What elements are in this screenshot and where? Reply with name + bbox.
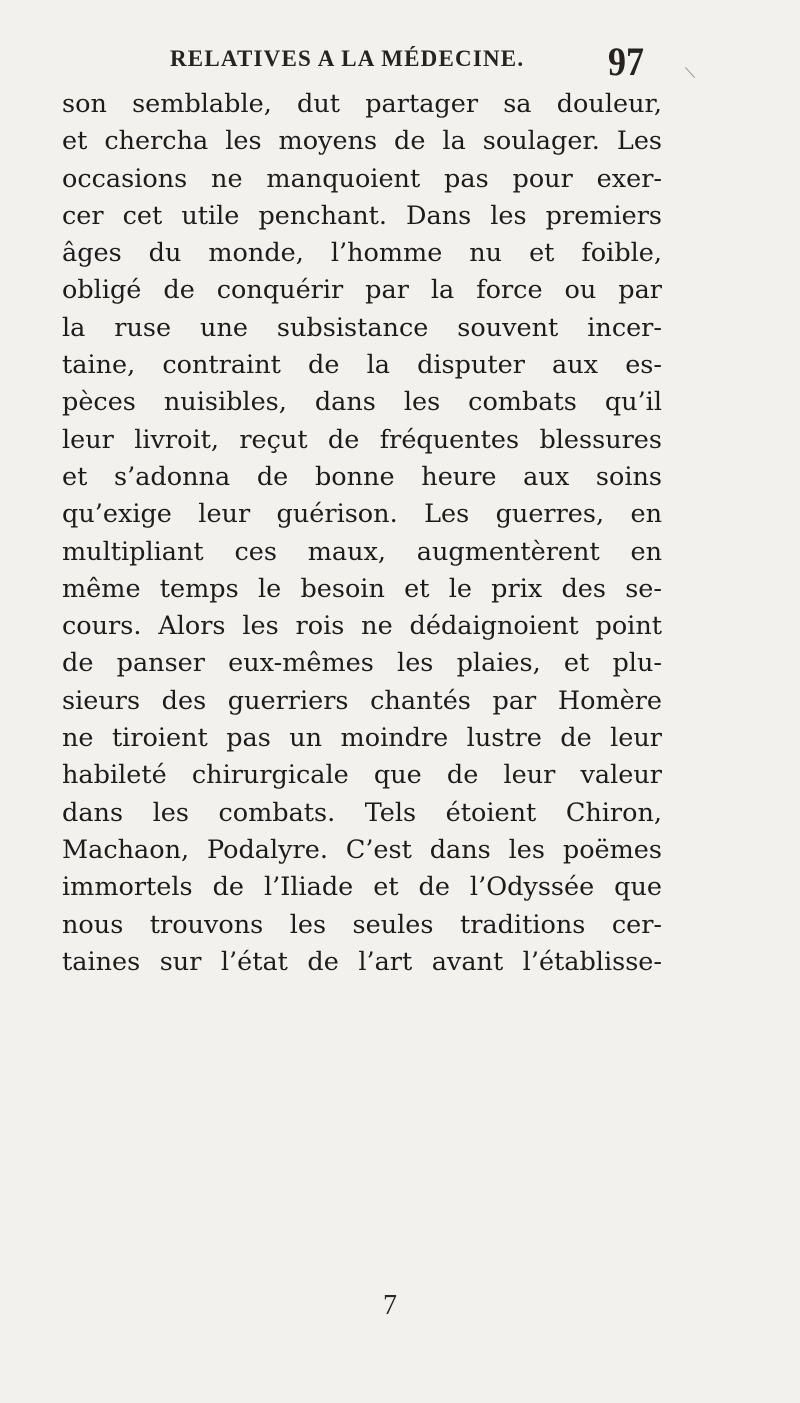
text-line: habileté chirurgicale que de leur valeur [62,760,662,791]
text-line: taines sur l’état de l’art avant l’établisse- [62,946,662,977]
text-line: et chercha les moyens de la soulager. Les [62,126,662,157]
text-line: âges du monde, l’homme nu et foible, [62,238,662,269]
text-line: cours. Alors les rois ne dédaignoient point [62,611,662,642]
text-line: occasions ne manquoient pas pour exer- [62,163,662,194]
text-line: dans les combats. Tels étoient Chiron, [62,797,662,828]
text-line: immortels de l’Iliade et de l’Odyssée que [62,872,662,903]
text-line: cer cet utile penchant. Dans les premiers [62,200,662,231]
text-line: ne tiroient pas un moindre lustre de leur [62,723,662,754]
text-line: taine, contraint de la disputer aux es- [62,350,662,381]
text-line: Machaon, Podalyre. C’est dans les poëmes [62,834,662,865]
running-head: RELATIVES A LA MÉDECINE. [170,46,525,71]
corner-mark [685,67,695,78]
text-line: même temps le besoin et le prix des se- [62,573,662,604]
page-number: 97 [608,39,644,84]
text-line: multipliant ces maux, augmentèrent en [62,536,662,567]
text-line: obligé de conquérir par la force ou par [62,275,662,306]
text-line: nous trouvons les seules traditions cer- [62,909,662,940]
text-line: leur livroit, reçut de fréquentes blessures [62,424,662,455]
text-line: sieurs des guerriers chantés par Homère [62,685,662,716]
body-text [62,86,662,981]
text-line: qu’exige leur guérison. Les guerres, en [62,499,662,530]
text-line: la ruse une subsistance souvent incer- [62,312,662,343]
signature-mark: 7 [383,1290,397,1321]
text-line: pèces nuisibles, dans les combats qu’il [62,387,662,418]
text-line: de panser eux-mêmes les plaies, et plu- [62,648,662,679]
text-line: et s’adonna de bonne heure aux soins [62,461,662,492]
text-line: son semblable, dut partager sa douleur, [62,89,662,119]
